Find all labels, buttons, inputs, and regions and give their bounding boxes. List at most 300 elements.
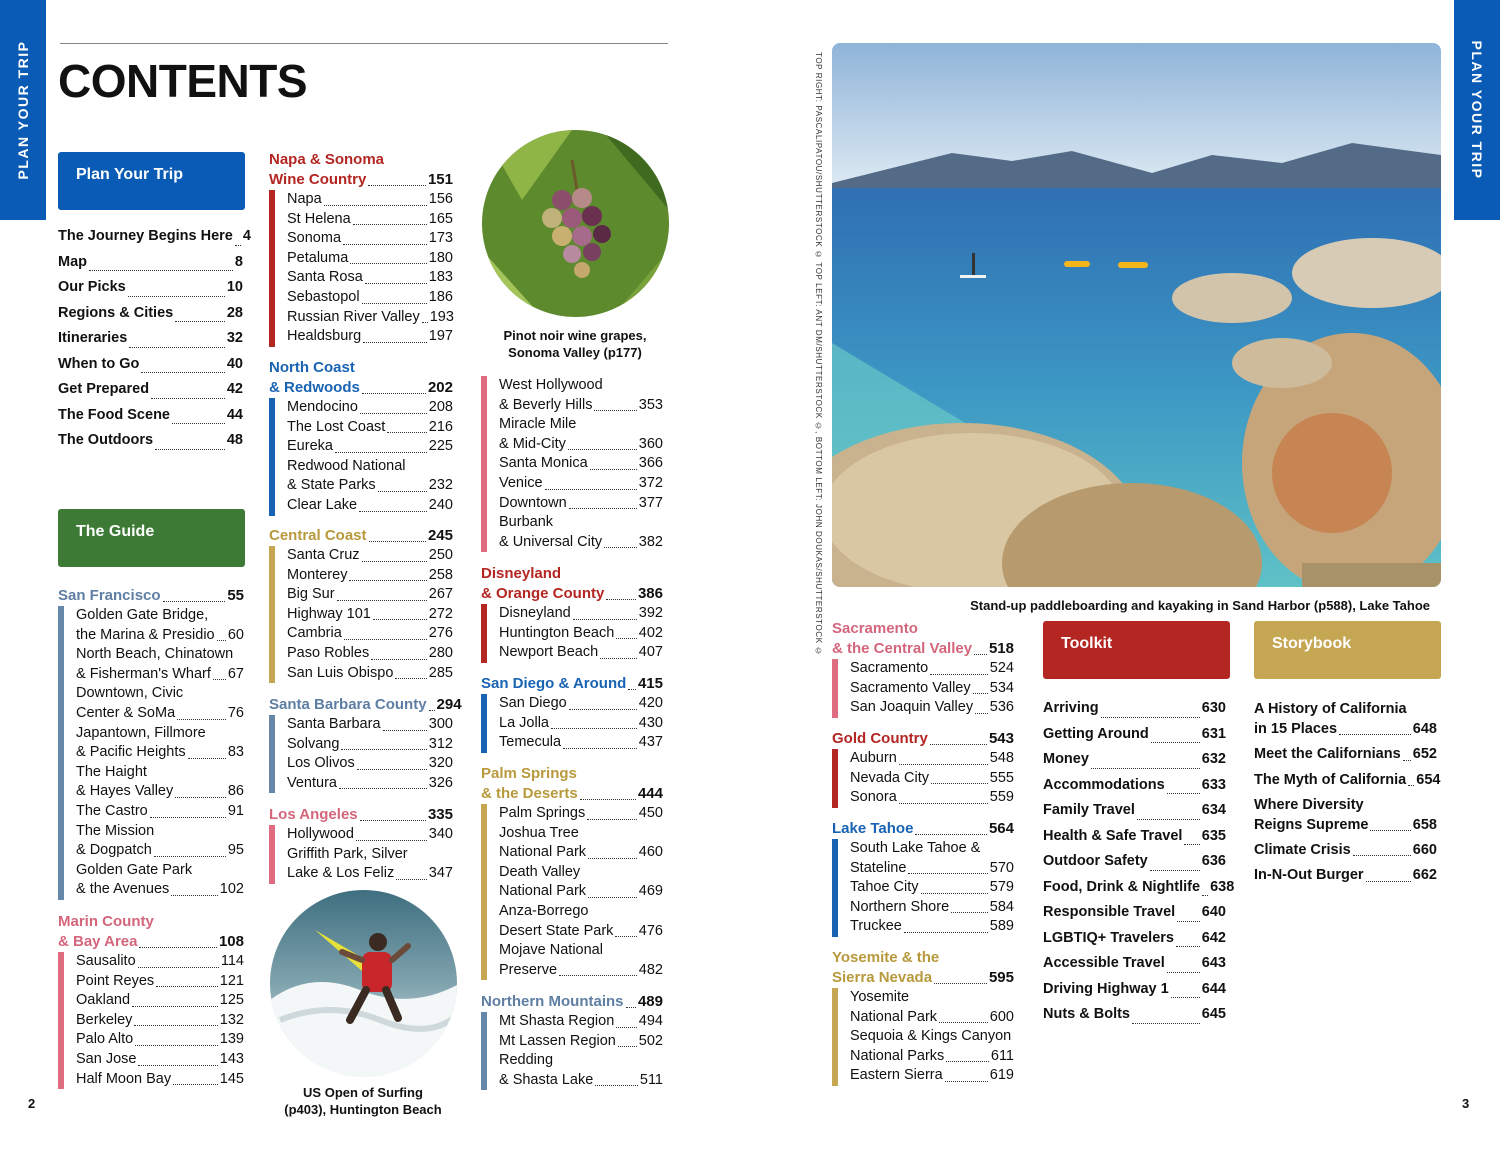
- dot-leader: [363, 342, 427, 343]
- toc-entry-page: 555: [989, 769, 1014, 786]
- toc-entry[interactable]: [1043, 722, 1226, 748]
- toc-entry[interactable]: [1254, 815, 1437, 835]
- toc-entry[interactable]: [287, 476, 453, 496]
- dot-leader: [594, 410, 636, 411]
- toc-entry[interactable]: San Francisco 55: [58, 587, 244, 604]
- toc-entry-page: 640: [1201, 904, 1226, 920]
- toc-entry-page: 652: [1412, 746, 1437, 763]
- toc-entry-page: 469: [638, 883, 663, 900]
- toc-entry-page: 121: [219, 972, 244, 989]
- toc-entry[interactable]: [499, 843, 663, 863]
- toc-entry[interactable]: [1043, 824, 1226, 850]
- toc-entry-title: A History of California: [1254, 701, 1407, 717]
- side-tab-label: PLAN YOUR TRIP: [15, 40, 31, 180]
- toc-entry[interactable]: [499, 824, 663, 844]
- toc-entry[interactable]: [58, 224, 251, 250]
- toc-entry-title: Responsible Travel: [1043, 904, 1176, 920]
- toc-entry[interactable]: [499, 922, 663, 942]
- toc-entry[interactable]: [287, 845, 453, 865]
- toc-entry[interactable]: [499, 1012, 663, 1032]
- toc-entry-page: 312: [428, 735, 453, 752]
- toc-entry[interactable]: [499, 624, 663, 644]
- toc-entry-page: 502: [638, 1032, 663, 1049]
- dot-leader: [365, 283, 427, 284]
- toc-entry-title: & Universal City: [499, 533, 603, 550]
- toc-entry[interactable]: [1043, 798, 1226, 824]
- section-la-continued: [481, 376, 663, 552]
- toc-entry[interactable]: [850, 988, 1014, 1008]
- toc-entry[interactable]: [1043, 926, 1226, 952]
- toc-entry-title: Half Moon Bay: [76, 1070, 172, 1087]
- toc-entry[interactable]: Sierra Nevada 595: [832, 969, 1014, 986]
- toc-entry[interactable]: [850, 1066, 1014, 1086]
- dot-leader: [324, 205, 427, 206]
- toc-entry-page: 382: [638, 533, 663, 550]
- toc-entry[interactable]: [287, 825, 453, 845]
- toc-entry-title: Get Prepared: [58, 381, 150, 397]
- toc-entry-page: 402: [638, 624, 663, 641]
- toc-entry-title: Yosemite: [850, 989, 910, 1005]
- toc-entry[interactable]: [76, 782, 244, 802]
- toc-entry[interactable]: [287, 437, 453, 457]
- toc-entry[interactable]: [287, 624, 453, 644]
- toc-entry[interactable]: [76, 802, 244, 822]
- dot-leader: [616, 1027, 637, 1028]
- dot-leader: [1171, 997, 1200, 998]
- toc-entry-title: & Dogpatch: [76, 842, 152, 859]
- section-central-coast: [269, 526, 453, 683]
- the-guide-box[interactable]: The Guide: [58, 509, 245, 567]
- toc-entry[interactable]: [1254, 795, 1437, 815]
- toc-entry[interactable]: Wine Country 151: [269, 171, 453, 188]
- toc-entry[interactable]: [1043, 747, 1226, 773]
- toc-entry[interactable]: [76, 763, 244, 783]
- toc-entry[interactable]: Northern Mountains 489: [481, 993, 663, 1010]
- toc-entry[interactable]: [287, 327, 453, 347]
- dot-leader: [339, 788, 427, 789]
- toc-entry[interactable]: [287, 249, 453, 269]
- toc-entry[interactable]: [850, 898, 1014, 918]
- dot-leader: [341, 749, 426, 750]
- dot-leader: [349, 580, 426, 581]
- toc-entry-page: 114: [220, 953, 244, 969]
- lake-tahoe-photo: [832, 43, 1441, 587]
- dot-leader: [177, 719, 226, 720]
- toc-entry[interactable]: Santa Barbara County 294: [269, 696, 462, 713]
- toc-entry[interactable]: [850, 878, 1014, 898]
- toc-entry-page: 534: [989, 679, 1014, 696]
- toc-entry[interactable]: [499, 961, 663, 981]
- toc-entry[interactable]: [76, 1050, 244, 1070]
- toc-entry[interactable]: & Orange County 386: [481, 585, 663, 602]
- dot-leader: [335, 452, 427, 453]
- section-marin: [58, 912, 244, 1089]
- dot-leader: [930, 674, 988, 675]
- dot-leader: [387, 432, 426, 433]
- toc-entry[interactable]: [499, 804, 663, 824]
- toc-entry[interactable]: [58, 352, 243, 378]
- toc-entry[interactable]: [287, 754, 453, 774]
- toc-entry[interactable]: [850, 839, 1014, 859]
- section-disneyland: [481, 564, 663, 663]
- toc-entry-page: 494: [638, 1013, 663, 1029]
- toc-entry-title: Reigns Supreme: [1254, 817, 1369, 834]
- toc-entry[interactable]: [1254, 770, 1441, 790]
- toc-entry[interactable]: [76, 991, 244, 1011]
- toc-entry[interactable]: [76, 645, 244, 665]
- toc-entry-title: in 15 Places: [1254, 721, 1338, 738]
- toc-entry-page: 44: [226, 406, 243, 423]
- dot-leader: [1403, 760, 1411, 761]
- toolkit-list: [1043, 696, 1235, 1028]
- toc-entry-page: 611: [990, 1047, 1014, 1064]
- toc-entry-title: Mojave National: [499, 942, 603, 959]
- toc-entry[interactable]: [850, 1008, 1014, 1028]
- toc-entry-title: National Park: [850, 1008, 938, 1025]
- dot-leader: [899, 803, 988, 804]
- toc-entry-page: 42: [226, 381, 243, 397]
- dot-leader: [1408, 785, 1414, 786]
- dot-leader: [1150, 870, 1200, 871]
- toc-entry[interactable]: & Bay Area 108: [58, 933, 244, 950]
- toc-entry[interactable]: [1043, 696, 1226, 722]
- toc-entry[interactable]: [287, 644, 453, 664]
- toc-entry[interactable]: [499, 694, 663, 714]
- toc-entry[interactable]: [76, 841, 244, 861]
- toc-entry-page: 285: [428, 664, 453, 681]
- page-number-right: 3: [1462, 1096, 1470, 1111]
- toc-entry-page: 559: [989, 789, 1014, 806]
- dot-leader: [559, 975, 637, 976]
- toc-entry[interactable]: [287, 735, 453, 755]
- toc-entry-title: Sonoma: [287, 230, 342, 247]
- toc-entry[interactable]: [1254, 719, 1437, 739]
- toc-entry-title: Newport Beach: [499, 644, 599, 661]
- toc-entry-title: The Food Scene: [58, 406, 170, 423]
- toc-entry[interactable]: [850, 917, 1014, 937]
- toc-entry[interactable]: San Diego & Around 415: [481, 675, 663, 692]
- toc-entry-page: 300: [428, 716, 453, 732]
- toc-entry[interactable]: [58, 403, 243, 429]
- toc-entry[interactable]: [1254, 840, 1437, 860]
- toc-entry[interactable]: [76, 880, 244, 900]
- surfing-photo: [270, 890, 457, 1077]
- toc-entry[interactable]: [499, 474, 663, 494]
- dot-leader: [138, 1065, 217, 1066]
- dot-leader: [151, 398, 225, 399]
- toc-entry-title: Griffith Park, Silver: [287, 845, 408, 862]
- toc-entry[interactable]: [287, 457, 453, 477]
- toc-entry[interactable]: [76, 626, 244, 646]
- toc-entry[interactable]: [499, 415, 663, 435]
- toc-entry[interactable]: [76, 743, 244, 763]
- toc-entry-page: 619: [989, 1067, 1014, 1084]
- toc-entry-page: 460: [638, 844, 663, 861]
- toc-entry-title: Where Diversity: [1254, 796, 1364, 813]
- toc-entry-title: Sonora: [850, 789, 897, 806]
- toc-entry[interactable]: [287, 190, 453, 210]
- toc-entry-page: 91: [227, 802, 244, 819]
- toc-entry[interactable]: [850, 788, 1014, 808]
- toc-entry-title: Downtown: [499, 494, 567, 511]
- toc-entry-title: La Jolla: [499, 714, 549, 731]
- toc-entry[interactable]: [76, 665, 244, 685]
- toc-entry-page: 648: [1412, 721, 1437, 738]
- toolkit-box[interactable]: Toolkit: [1043, 621, 1230, 679]
- toc-entry[interactable]: [287, 605, 453, 625]
- toc-entry[interactable]: [499, 513, 663, 533]
- dot-leader: [908, 873, 987, 874]
- toc-entry[interactable]: [850, 679, 1014, 699]
- toc-entry-page: 139: [219, 1031, 244, 1048]
- storybook-box[interactable]: Storybook: [1254, 621, 1441, 679]
- toc-entry[interactable]: [76, 606, 244, 626]
- dot-leader: [569, 508, 637, 509]
- toc-entry-page: 48: [226, 432, 243, 448]
- toc-entry[interactable]: [58, 250, 243, 276]
- toc-entry[interactable]: [287, 664, 453, 684]
- toc-entry[interactable]: [1043, 875, 1235, 901]
- toc-entry-page: 125: [219, 992, 244, 1009]
- toc-entry[interactable]: [499, 376, 663, 396]
- toc-entry[interactable]: [850, 698, 1014, 718]
- dot-leader: [946, 1061, 989, 1062]
- toc-entry[interactable]: & Redwoods 202: [269, 379, 453, 396]
- section-northern-mountains: [481, 992, 663, 1090]
- toc-entry-title: Napa: [287, 191, 322, 207]
- toc-entry-page: 584: [989, 898, 1014, 915]
- toc-entry[interactable]: [287, 418, 453, 438]
- toc-entry-page: 635: [1201, 827, 1226, 844]
- plan-your-trip-box[interactable]: Plan Your Trip: [58, 152, 245, 210]
- dot-leader: [344, 639, 427, 640]
- toc-entry-page: 645: [1201, 1006, 1226, 1022]
- dot-leader: [1137, 819, 1200, 820]
- toc-entry[interactable]: [76, 1011, 244, 1031]
- dot-leader: [356, 840, 427, 841]
- toc-entry-title: Map: [58, 253, 87, 270]
- toc-entry[interactable]: [287, 288, 453, 308]
- toc-entry-page: 186: [428, 288, 453, 305]
- toc-entry[interactable]: [499, 396, 663, 416]
- toc-entry-page: 267: [428, 586, 453, 603]
- toc-entry-title: Cambria: [287, 625, 342, 642]
- toc-entry[interactable]: [58, 377, 243, 403]
- toc-entry[interactable]: [287, 774, 453, 794]
- toc-entry-page: 28: [226, 304, 243, 321]
- toc-entry[interactable]: Central Coast 245: [269, 527, 453, 544]
- toc-entry[interactable]: [1043, 977, 1226, 1003]
- toc-entry[interactable]: [58, 301, 243, 327]
- dot-leader: [362, 303, 427, 304]
- toc-entry[interactable]: [499, 733, 663, 753]
- toc-entry[interactable]: [76, 972, 244, 992]
- toc-entry[interactable]: & the Central Valley 518: [832, 640, 1014, 657]
- dot-leader: [545, 489, 637, 490]
- toc-entry[interactable]: [58, 326, 243, 352]
- section-napa: [269, 150, 453, 347]
- toc-entry[interactable]: [1043, 951, 1226, 977]
- toc-entry[interactable]: [850, 859, 1014, 879]
- toc-entry[interactable]: [76, 704, 244, 724]
- toc-entry-title: When to Go: [58, 355, 140, 372]
- toc-entry[interactable]: [58, 275, 243, 301]
- toc-entry-title: National Parks: [850, 1047, 945, 1064]
- toc-entry[interactable]: [499, 941, 663, 961]
- section-north-coast: [269, 358, 453, 516]
- dot-leader: [156, 986, 218, 987]
- dot-leader: [588, 897, 637, 898]
- dot-leader: [551, 728, 637, 729]
- toc-entry[interactable]: [850, 659, 1014, 679]
- toc-entry-page: 143: [219, 1050, 244, 1067]
- toc-entry-page: 524: [989, 660, 1014, 676]
- toc-entry-title: Food, Drink & Nightlife: [1043, 878, 1201, 895]
- toc-entry[interactable]: [1254, 865, 1437, 885]
- toc-entry[interactable]: [76, 822, 244, 842]
- toc-entry[interactable]: [287, 398, 453, 418]
- side-tab-label: PLAN YOUR TRIP: [1469, 40, 1485, 180]
- toc-entry[interactable]: [499, 902, 663, 922]
- toc-entry[interactable]: [76, 684, 244, 704]
- toc-entry-title: Getting Around: [1043, 725, 1149, 742]
- toc-entry[interactable]: [76, 1070, 244, 1090]
- toc-entry-title: Venice: [499, 474, 543, 491]
- toc-entry-page: 67: [227, 665, 244, 682]
- dot-leader: [141, 372, 225, 373]
- toc-entry[interactable]: [287, 496, 453, 516]
- toc-entry-title: Outdoor Safety: [1043, 853, 1148, 869]
- toc-entry[interactable]: [287, 546, 453, 566]
- dot-leader: [569, 709, 637, 710]
- toc-entry[interactable]: [850, 1047, 1014, 1067]
- toc-entry-page: 589: [989, 918, 1014, 935]
- toc-entry-title: Eastern Sierra: [850, 1067, 943, 1084]
- toc-entry-page: 102: [219, 881, 244, 898]
- toc-entry[interactable]: [76, 952, 244, 972]
- dot-leader: [155, 449, 225, 450]
- toc-entry-title: Santa Cruz: [287, 547, 360, 563]
- toc-entry[interactable]: [499, 454, 663, 474]
- toc-entry[interactable]: [287, 229, 453, 249]
- storybook-list: [1254, 699, 1441, 886]
- toc-entry-page: 216: [428, 418, 453, 435]
- toc-entry[interactable]: Gold Country 543: [832, 730, 1014, 747]
- toc-entry-page: 240: [428, 496, 453, 513]
- toc-entry-page: 366: [638, 455, 663, 472]
- toc-entry[interactable]: [499, 643, 663, 663]
- toc-entry[interactable]: [76, 1030, 244, 1050]
- toc-entry-title: Los Olivos: [287, 755, 355, 772]
- toc-entry[interactable]: [287, 210, 453, 230]
- toc-entry-title: Temecula: [499, 734, 562, 751]
- dot-leader: [371, 659, 427, 660]
- toc-entry-page: 636: [1201, 853, 1226, 869]
- dot-leader: [618, 1046, 637, 1047]
- toc-entry[interactable]: Los Angeles 335: [269, 806, 453, 823]
- toc-entry-page: 450: [638, 805, 663, 821]
- dot-leader: [587, 819, 637, 820]
- toc-entry-page: 437: [638, 734, 663, 751]
- toc-entry-title: Santa Monica: [499, 455, 588, 472]
- toc-entry[interactable]: [1043, 773, 1226, 799]
- toc-entry[interactable]: [1043, 1002, 1226, 1028]
- side-tab-left: [0, 0, 46, 220]
- toc-entry[interactable]: & the Deserts 444: [481, 785, 663, 802]
- toc-entry-page: 165: [428, 210, 453, 227]
- toc-entry-page: 86: [227, 783, 244, 800]
- dot-leader: [353, 224, 427, 225]
- dot-leader: [921, 893, 988, 894]
- toc-entry[interactable]: [499, 1051, 663, 1071]
- toc-entry[interactable]: [287, 585, 453, 605]
- toc-entry[interactable]: [499, 714, 663, 734]
- toc-entry[interactable]: [499, 1071, 663, 1091]
- dot-leader: [171, 895, 218, 896]
- toc-entry[interactable]: [499, 1032, 663, 1052]
- toc-entry[interactable]: [1254, 699, 1437, 719]
- toc-entry[interactable]: [1043, 900, 1226, 926]
- toc-entry[interactable]: [287, 308, 453, 328]
- dot-leader: [573, 619, 637, 620]
- toc-entry[interactable]: [499, 533, 663, 553]
- toc-entry[interactable]: [287, 864, 453, 884]
- dot-leader: [175, 797, 226, 798]
- toc-entry[interactable]: [850, 749, 1014, 769]
- toc-entry[interactable]: [499, 863, 663, 883]
- toc-entry[interactable]: Lake Tahoe 564: [832, 820, 1014, 837]
- toc-entry[interactable]: [499, 494, 663, 514]
- toc-entry-title: Sausalito: [76, 953, 136, 969]
- toc-entry[interactable]: [850, 1027, 1014, 1047]
- toc-entry-title: Truckee: [850, 918, 902, 935]
- toc-entry-title: Palo Alto: [76, 1031, 134, 1048]
- toc-entry-page: 258: [428, 566, 453, 583]
- toc-entry[interactable]: [1043, 849, 1226, 875]
- toc-entry[interactable]: [1254, 744, 1437, 764]
- toc-entry-title: Monterey: [287, 566, 348, 583]
- dot-leader: [1177, 921, 1200, 922]
- toc-entry[interactable]: [76, 861, 244, 881]
- toc-entry-title: Meet the Californians: [1254, 746, 1401, 763]
- toc-entry[interactable]: [287, 566, 453, 586]
- toc-entry-page: 180: [428, 249, 453, 266]
- toc-entry[interactable]: [287, 268, 453, 288]
- toc-entry-title: South Lake Tahoe &: [850, 840, 981, 856]
- toc-entry[interactable]: [499, 882, 663, 902]
- dot-leader: [973, 693, 988, 694]
- toc-entry-title: The Myth of California: [1254, 771, 1407, 788]
- toc-entry[interactable]: [58, 428, 243, 454]
- toc-entry-title: & the Avenues: [76, 881, 170, 898]
- toc-entry-page: 536: [989, 699, 1014, 716]
- toc-entry-page: 353: [638, 396, 663, 413]
- toc-entry-page: 579: [989, 879, 1014, 896]
- toc-entry-title: San Diego: [499, 695, 567, 711]
- toc-entry-title: Nevada City: [850, 769, 929, 786]
- toc-entry[interactable]: [499, 604, 663, 624]
- dot-leader: [1091, 768, 1200, 769]
- toc-entry-title: Tahoe City: [850, 879, 919, 896]
- toc-entry-page: 145: [219, 1070, 244, 1087]
- toc-entry[interactable]: [287, 715, 453, 735]
- dot-leader: [1151, 742, 1200, 743]
- toc-entry-page: 156: [428, 191, 453, 207]
- toc-entry-title: Hollywood: [287, 826, 354, 842]
- toc-entry[interactable]: [499, 435, 663, 455]
- toc-entry[interactable]: [850, 769, 1014, 789]
- toc-entry[interactable]: [76, 724, 244, 744]
